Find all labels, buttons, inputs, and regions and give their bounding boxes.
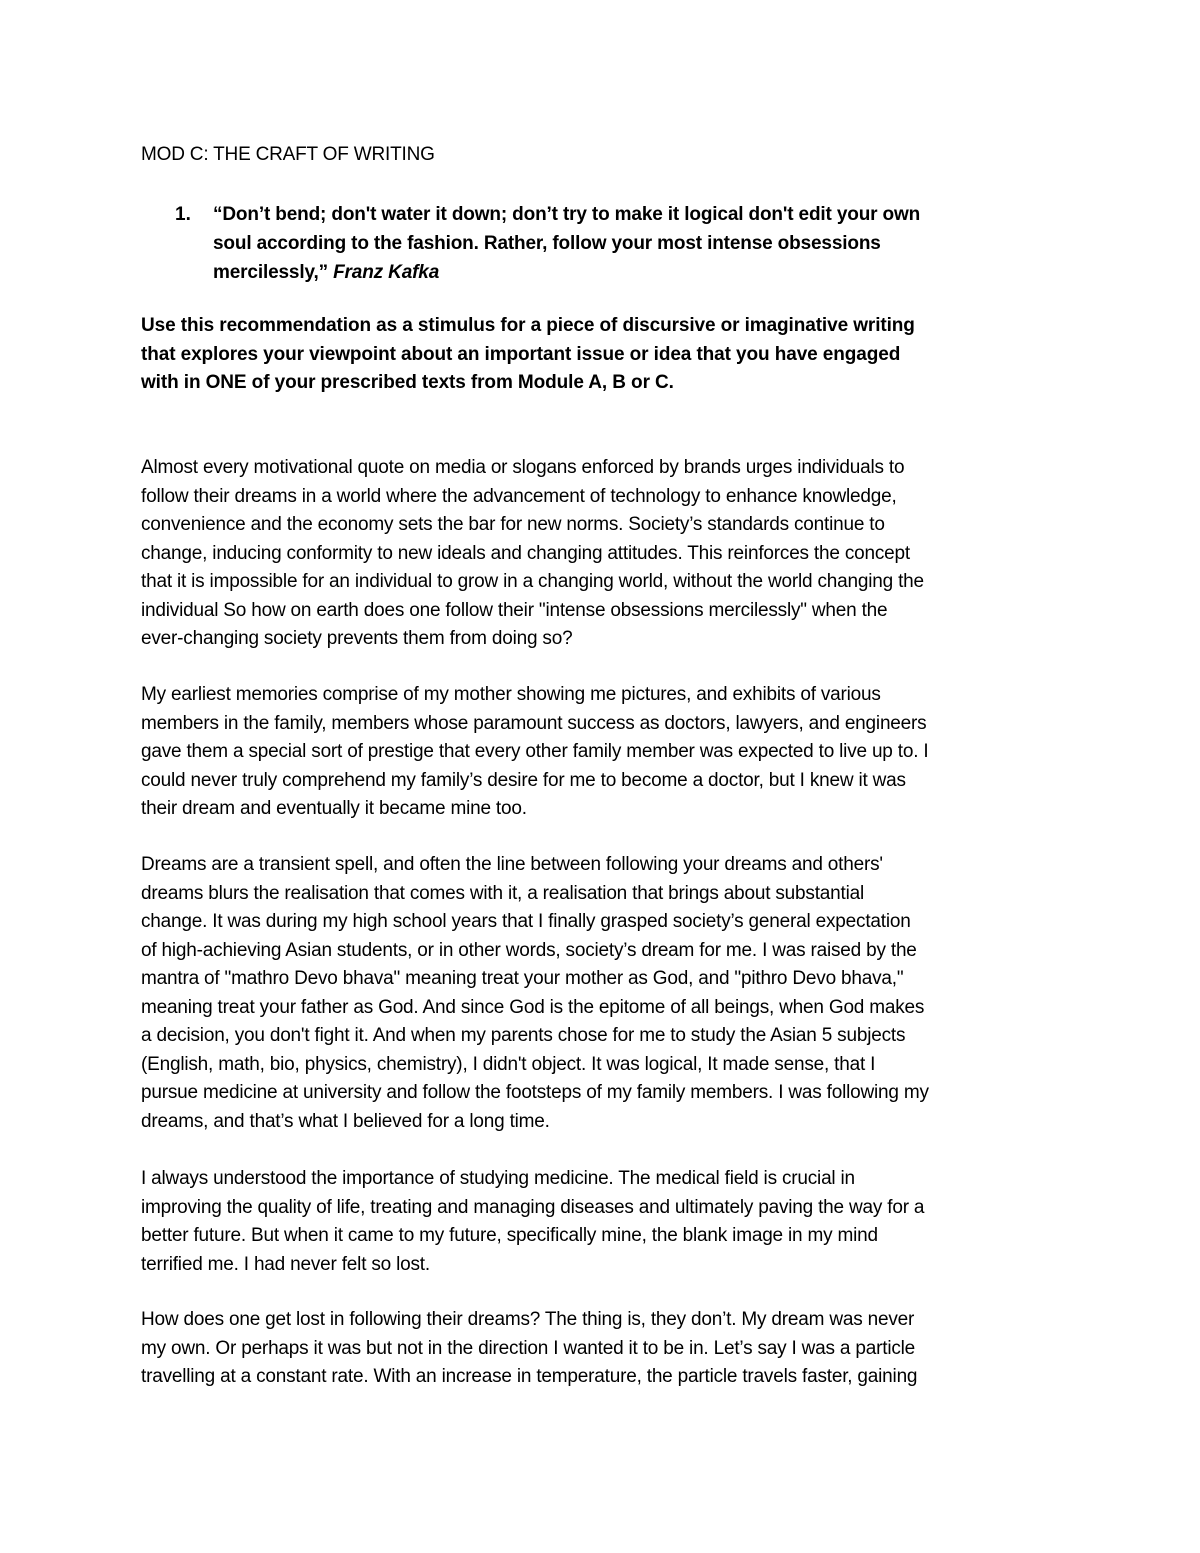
quote-line: “Don’t bend; don't water it down; don’t try to make it logical don't edit your own bbox=[213, 204, 921, 225]
text-line: follow their dreams in a world where the advancement of technology to enhance knowledge, bbox=[141, 485, 897, 507]
text-line: a decision, you don't fight it. And when my parents chose for me to study the Asian 5 subjects bbox=[141, 1025, 906, 1046]
text-line: individual So how on earth does one follow their "intense obsessions mercilessly" when the bbox=[141, 599, 888, 621]
writing-prompt bbox=[141, 312, 1061, 398]
question-number: 1. bbox=[175, 204, 191, 225]
text-line: members in the family, members whose paramount success as doctors, lawyers, and engineers bbox=[141, 712, 927, 734]
text-line: My earliest memories comprise of my mother showing me pictures, and exhibits of various bbox=[141, 684, 881, 705]
text-line: gave them a special sort of prestige that every other family member was expected to live up to. I bbox=[141, 741, 929, 762]
text-line: Dreams are a transient spell, and often the line between following your dreams and others' bbox=[141, 854, 883, 875]
text-line: dreams blurs the realisation that comes with it, a realisation that brings about substantial bbox=[141, 882, 864, 904]
prompt-line: that explores your viewpoint about an important issue or idea that you have engaged bbox=[141, 343, 901, 365]
text-line: change. It was during my high school years that I finally grasped society’s general expectation bbox=[141, 911, 911, 932]
text-line: my own. Or perhaps it was but not in the direction I wanted it to be in. Let’s say I was a particle bbox=[141, 1337, 916, 1359]
document-heading: MOD C: THE CRAFT OF WRITING bbox=[141, 144, 435, 165]
quote-line-last bbox=[213, 258, 1073, 287]
prompt-line: with in ONE of your prescribed texts from Module A, B or C. bbox=[141, 372, 674, 393]
text-line: I always understood the importance of studying medicine. The medical field is crucial in bbox=[141, 1168, 855, 1189]
text-line: dreams, and that’s what I believed for a long time. bbox=[141, 1110, 550, 1132]
text-line: improving the quality of life, treating and managing diseases and ultimately paving the way for a bbox=[141, 1196, 925, 1218]
text-line: that it is impossible for an individual to grow in a changing world, without the world changing the bbox=[141, 571, 924, 592]
text-line: travelling at a constant rate. With an increase in temperature, the particle travels faster, gaining bbox=[141, 1366, 918, 1387]
text-line: could never truly comprehend my family’s desire for me to become a doctor, but I knew it was bbox=[141, 769, 906, 791]
body-paragraph bbox=[141, 454, 1081, 654]
body-paragraph bbox=[141, 851, 1081, 1136]
text-line: their dream and eventually it became mine too. bbox=[141, 798, 527, 819]
quote-author: Franz Kafka bbox=[333, 262, 440, 283]
text-line: change, inducing conformity to new ideals and changing attitudes. This reinforces the concept bbox=[141, 542, 910, 564]
text-line: How does one get lost in following their dreams? The thing is, they don’t. My dream was never bbox=[141, 1309, 915, 1330]
body-paragraph bbox=[141, 681, 1081, 824]
text-line: Almost every motivational quote on media or slogans enforced by brands urges individuals to bbox=[141, 457, 905, 478]
text-line: terrified me. I had never felt so lost. bbox=[141, 1253, 430, 1275]
quote-text: mercilessly,” bbox=[213, 262, 334, 283]
prompt-line: Use this recommendation as a stimulus for a piece of discursive or imaginative writing bbox=[141, 315, 915, 336]
question-quote bbox=[213, 200, 1073, 287]
text-line: ever-changing society prevents them from doing so? bbox=[141, 628, 573, 649]
text-line: (English, math, bio, physics, chemistry), I didn't object. It was logical, It made sense, that I bbox=[141, 1053, 876, 1075]
text-line: of high-achieving Asian students, or in other words, society’s dream for me. I was raised by the bbox=[141, 939, 917, 961]
text-line: pursue medicine at university and follow the footsteps of my family members. I was following my bbox=[141, 1082, 929, 1103]
body-paragraph bbox=[141, 1306, 1081, 1392]
text-line: better future. But when it came to my future, specifically mine, the blank image in my mind bbox=[141, 1225, 878, 1246]
body-paragraph bbox=[141, 1165, 1081, 1279]
text-line: convenience and the economy sets the bar for new norms. Society’s standards continue to bbox=[141, 514, 885, 535]
text-line: meaning treat your father as God. And since God is the epitome of all beings, when God makes bbox=[141, 996, 925, 1018]
quote-line: soul according to the fashion. Rather, follow your most intense obsessions bbox=[213, 233, 881, 254]
text-line: mantra of "mathro Devo bhava" meaning treat your mother as God, and "pithro Devo bhava," bbox=[141, 968, 904, 989]
